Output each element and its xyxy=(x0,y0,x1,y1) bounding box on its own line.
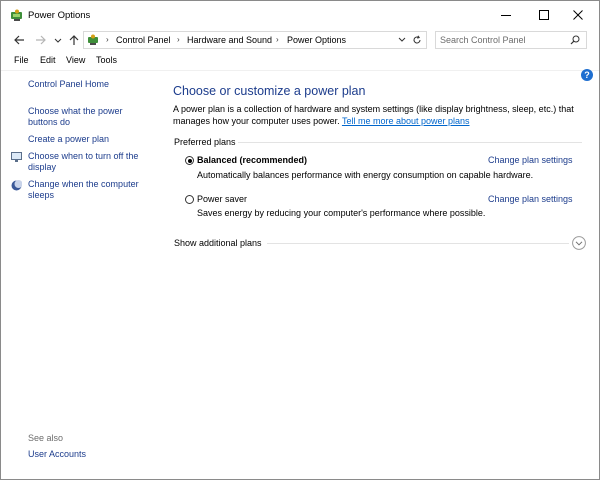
search-input[interactable] xyxy=(440,33,564,47)
window-title: Power Options xyxy=(28,10,91,21)
control-panel-home-link[interactable]: Control Panel Home xyxy=(28,79,110,89)
sidebar-item-label-line: Create a power plan xyxy=(28,134,110,144)
menu-view[interactable]: View xyxy=(66,55,86,65)
page-title: Choose or customize a power plan xyxy=(173,84,366,98)
tell-me-more-link[interactable]: Tell me more about power plans xyxy=(341,115,470,126)
show-additional-plans-label[interactable]: Show additional plans xyxy=(174,238,262,248)
address-dropdown-chevron-icon[interactable] xyxy=(398,37,406,43)
breadcrumb-power-options[interactable]: Power Options xyxy=(287,35,347,45)
balanced-plan-description: Automatically balances performance with energy consumption on capable hardware. xyxy=(197,170,534,180)
balanced-change-settings-link[interactable]: Change plan settings xyxy=(488,155,573,165)
menu-edit[interactable]: Edit xyxy=(40,55,56,65)
menu-file[interactable]: File xyxy=(14,55,29,65)
help-icon[interactable] xyxy=(581,69,593,81)
control-panel-icon xyxy=(87,34,100,46)
breadcrumb-control-panel[interactable]: Control Panel xyxy=(116,35,171,45)
address-bar[interactable] xyxy=(83,31,427,49)
breadcrumb-hardware-and-sound[interactable]: Hardware and Sound xyxy=(187,35,273,45)
see-also-heading: See also xyxy=(28,433,64,443)
menu-divider xyxy=(1,70,599,71)
power-options-icon xyxy=(10,9,24,22)
chevron-right-icon: › xyxy=(177,35,180,44)
expand-chevron-icon[interactable] xyxy=(572,236,586,250)
sidebar-item-label-line: sleeps xyxy=(28,190,55,200)
back-arrow-icon[interactable] xyxy=(12,33,26,47)
maximize-icon xyxy=(539,10,549,20)
refresh-icon[interactable] xyxy=(412,35,422,45)
balanced-plan-name[interactable]: Balanced (recommended) xyxy=(197,155,308,165)
description-text: manages how your computer uses power. xyxy=(173,115,340,126)
power-saver-plan-description: Saves energy by reducing your computer's performance where possible. xyxy=(197,208,486,218)
page-description xyxy=(173,104,583,127)
up-arrow-icon[interactable] xyxy=(67,33,81,47)
power-saver-plan-name[interactable]: Power saver xyxy=(197,194,248,204)
menu-tools[interactable]: Tools xyxy=(96,55,118,65)
close-button[interactable] xyxy=(561,1,595,29)
chevron-right-icon: › xyxy=(106,35,109,44)
sidebar-item-power-buttons[interactable] xyxy=(28,106,143,128)
sidebar-item-computer-sleeps[interactable] xyxy=(28,179,143,201)
section-divider xyxy=(238,142,582,143)
chevron-right-icon: › xyxy=(276,35,279,44)
sidebar-item-label-line: display xyxy=(28,162,57,172)
svg-text:?: ? xyxy=(584,70,590,81)
search-box[interactable] xyxy=(435,31,587,49)
recent-locations-chevron-icon[interactable] xyxy=(53,33,63,47)
description-line: A power plan is a collection of hardware and system settings (like display brightness, sleep, etc.) that xyxy=(173,104,574,114)
sidebar-item-label-line: buttons do xyxy=(28,117,71,127)
close-icon xyxy=(573,10,583,20)
description-line xyxy=(173,116,583,128)
sidebar-item-label-line: Choose when to turn off the xyxy=(28,151,139,161)
preferred-plans-label: Preferred plans xyxy=(174,137,236,147)
navigation-bar xyxy=(1,29,599,51)
moon-icon xyxy=(11,180,22,191)
user-accounts-link[interactable]: User Accounts xyxy=(28,449,87,459)
monitor-icon xyxy=(11,152,23,163)
section-divider xyxy=(267,243,569,244)
balanced-plan-radio[interactable] xyxy=(185,156,194,165)
power-saver-plan-radio[interactable] xyxy=(185,195,194,204)
minimize-icon xyxy=(501,10,511,20)
maximize-button[interactable] xyxy=(527,1,561,29)
sidebar-item-label-line: Choose what the power xyxy=(28,106,123,116)
minimize-button[interactable] xyxy=(489,1,523,29)
sidebar-item-create-power-plan[interactable] xyxy=(28,134,143,145)
sidebar-item-label-line: Change when the computer xyxy=(28,179,139,189)
title-bar xyxy=(1,1,599,29)
forward-arrow-icon[interactable] xyxy=(34,33,48,47)
power-saver-change-settings-link[interactable]: Change plan settings xyxy=(488,194,573,204)
search-icon[interactable] xyxy=(570,35,580,45)
menu-bar xyxy=(1,53,599,69)
sidebar-item-turn-off-display[interactable] xyxy=(28,151,143,173)
